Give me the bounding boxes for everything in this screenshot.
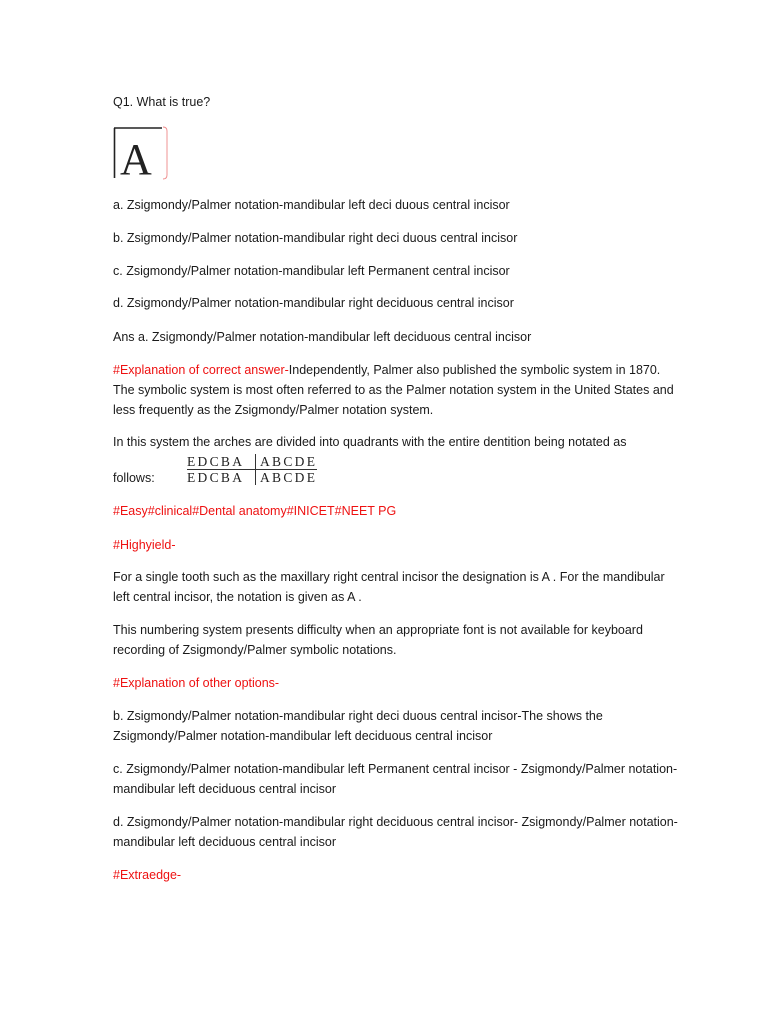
notation-divider bbox=[255, 454, 256, 469]
option-c: c. Zsigmondy/Palmer notation-mandibular left Permanent central incisor bbox=[113, 264, 510, 278]
highyield-heading: #Highyield- bbox=[113, 538, 176, 552]
notation-upper-row bbox=[187, 454, 317, 470]
extraedge-heading: #Extraedge- bbox=[113, 868, 182, 882]
other-option-b: b. Zsigmondy/Palmer notation-mandibular right deci duous central incisor-The shows the Zsigmondy/Palmer notation-mandibular left deciduous central incisor bbox=[113, 709, 603, 743]
option-d: d. Zsigmondy/Palmer notation-mandibular right deciduous central incisor bbox=[113, 296, 514, 310]
explanation-text: Independently, Palmer also published the symbolic system in 1870. The symbolic system is most often referred to as the Palmer notation system in the United States and less frequently as the Zsigmondy/Palmer notation system. bbox=[113, 363, 674, 417]
question-title: Q1. What is true? bbox=[113, 95, 211, 109]
follows-label: follows: bbox=[113, 471, 155, 485]
highyield-para-2: This numbering system presents difficulty when an appropriate font is not available for keyboard recording of Zsigmondy/Palmer symbolic notations. bbox=[113, 623, 643, 657]
tags-line: #Easy#clinical#Dental anatomy#INICET#NEET PG bbox=[113, 504, 397, 518]
other-options-heading: #Explanation of other options- bbox=[113, 676, 280, 690]
palmer-notation-table bbox=[187, 454, 317, 485]
quadrant-letter: A bbox=[120, 135, 152, 182]
notation-lower-row bbox=[187, 470, 317, 485]
answer-line: Ans a. Zsigmondy/Palmer notation-mandibular left deciduous central incisor bbox=[113, 330, 532, 344]
explanation-paragraph bbox=[113, 360, 678, 420]
notation-upper-right: ABCDE bbox=[260, 454, 318, 469]
explanation-heading: #Explanation of correct answer- bbox=[113, 363, 289, 377]
other-option-d: d. Zsigmondy/Palmer notation-mandibular right deciduous central incisor- Zsigmondy/Palmer notation-mandibular left deciduous central incisor bbox=[113, 815, 678, 849]
other-option-c: c. Zsigmondy/Palmer notation-mandibular left Permanent central incisor - Zsigmondy/Palmer notation-mandibular left deciduous central incisor bbox=[113, 762, 678, 796]
option-a: a. Zsigmondy/Palmer notation-mandibular left deci duous central incisor bbox=[113, 198, 510, 212]
palmer-quadrant-symbol bbox=[113, 126, 165, 182]
notation-lower-left: EDCBA bbox=[187, 470, 245, 485]
notation-lower-right: ABCDE bbox=[260, 470, 318, 485]
notation-divider bbox=[255, 470, 256, 485]
option-b: b. Zsigmondy/Palmer notation-mandibular right deci duous central incisor bbox=[113, 231, 518, 245]
highyield-para-1: For a single tooth such as the maxillary right central incisor the designation is A . For the mandibular left central incisor, the notation is given as A . bbox=[113, 570, 665, 604]
quadrant-intro: In this system the arches are divided into quadrants with the entire dentition being notated as bbox=[113, 435, 627, 449]
notation-upper-left: EDCBA bbox=[187, 454, 245, 469]
